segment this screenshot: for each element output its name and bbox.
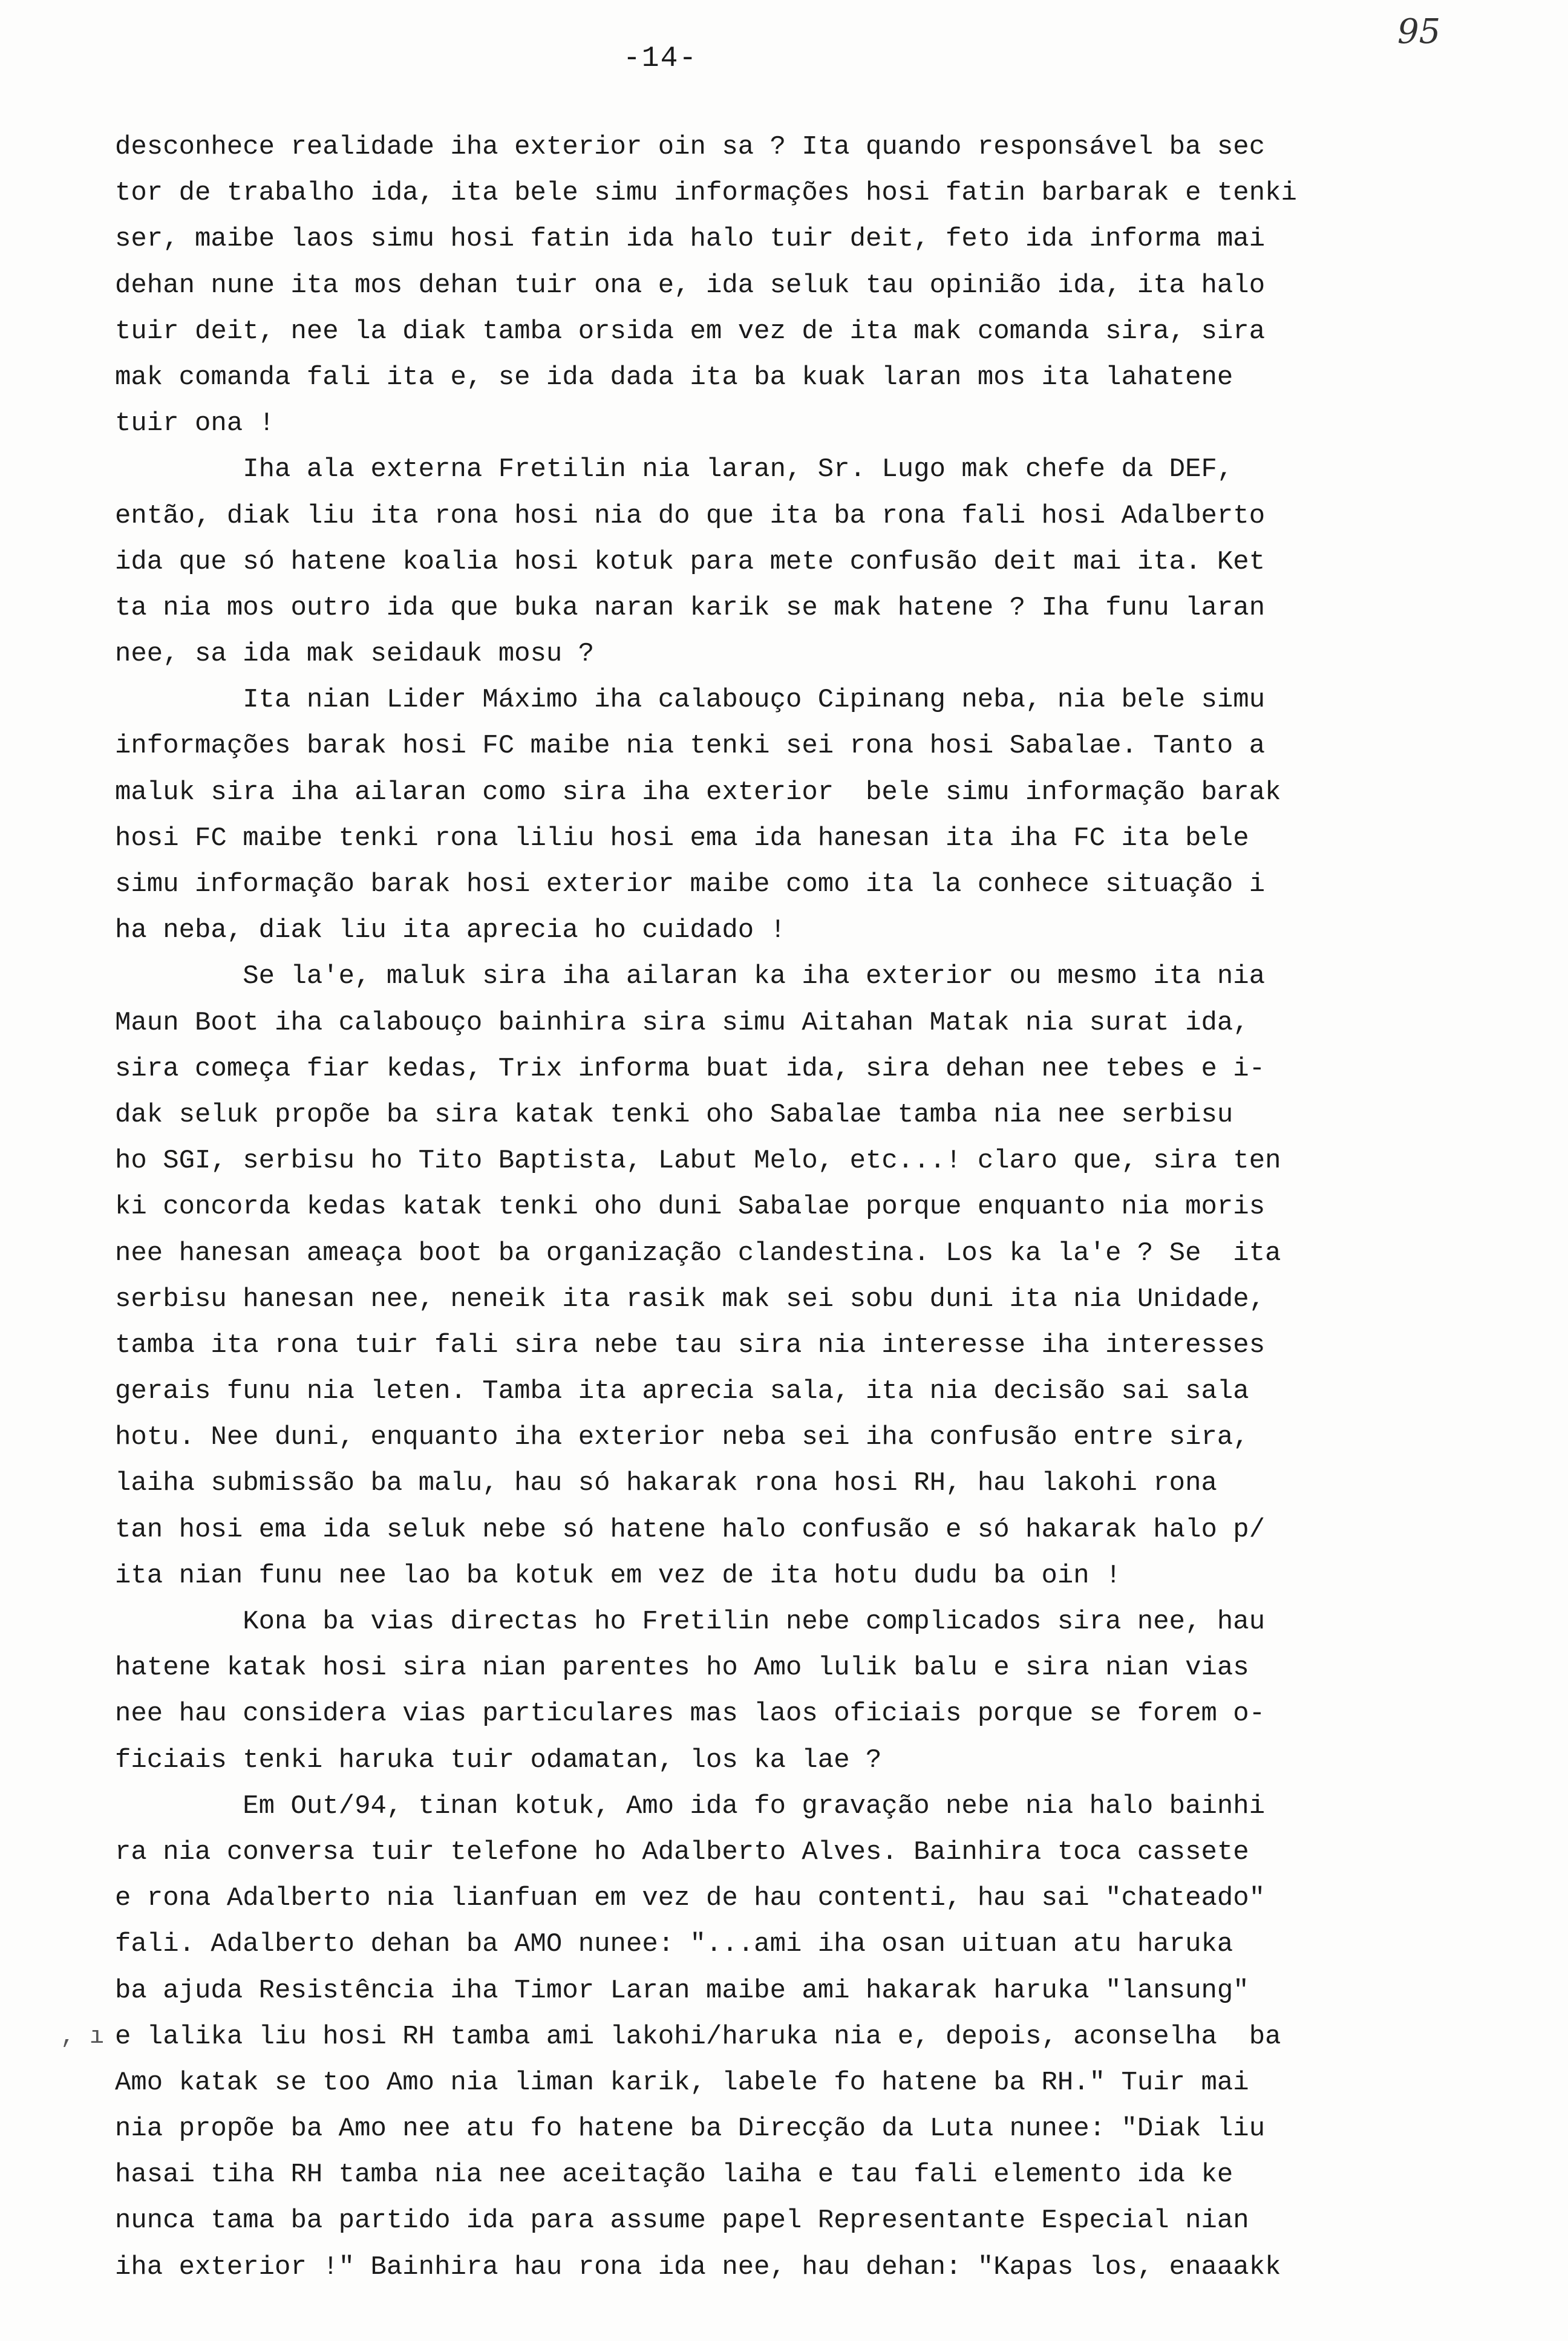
- text-line: laiha submissão ba malu, hau só hakarak rona hosi RH, hau lakohi rona: [115, 1468, 1217, 1499]
- text-line: hosi FC maibe tenki rona liliu hosi ema ida hanesan ita iha FC ita bele: [115, 823, 1249, 854]
- margin-mark: , ı: [60, 2023, 105, 2051]
- text-line: tuir ona !: [115, 408, 275, 439]
- text-line: e rona Adalberto nia lianfuan em vez de hau contenti, hau sai "chateado": [115, 1883, 1266, 1914]
- text-line: gerais funu nia leten. Tamba ita aprecia sala, ita nia decisão sai sala: [115, 1376, 1249, 1407]
- text-line: maluk sira iha ailaran como sira iha exterior bele simu informação barak: [115, 777, 1281, 808]
- text-line: então, diak liu ita rona hosi nia do que ita ba rona fali hosi Adalberto: [115, 500, 1266, 531]
- text-line: ha neba, diak liu ita aprecia ho cuidado !: [115, 915, 786, 946]
- text-line: informações barak hosi FC maibe nia tenki sei rona hosi Sabalae. Tanto a: [115, 731, 1266, 762]
- text-line: ki concorda kedas katak tenki oho duni Sabalae porque enquanto nia moris: [115, 1192, 1266, 1223]
- text-line: nia propõe ba Amo nee atu fo hatene ba Direcção da Luta nunee: "Diak liu: [115, 2114, 1266, 2144]
- text-line: mak comanda fali ita e, se ida dada ita ba kuak laran mos ita lahatene: [115, 362, 1233, 393]
- body-text: [115, 124, 1458, 2290]
- text-line: iha exterior !" Bainhira hau rona ida nee, hau dehan: "Kapas los, enaaakk: [115, 2251, 1281, 2282]
- text-line: Iha ala externa Fretilin nia laran, Sr. Lugo mak chefe da DEF,: [115, 454, 1233, 485]
- text-line: ba ajuda Resistência iha Timor Laran maibe ami hakarak haruka "lansung": [115, 1975, 1249, 2006]
- text-line: hatene katak hosi sira nian parentes ho Amo lulik balu e sira nian vias: [115, 1653, 1249, 1683]
- text-line: nee hanesan ameaça boot ba organização clandestina. Los ka la'e ? Se ita: [115, 1238, 1281, 1268]
- text-line: Amo katak se too Amo nia liman karik, labele fo hatene ba RH." Tuir mai: [115, 2067, 1249, 2098]
- page-number: -14-: [623, 42, 698, 75]
- text-line: nunca tama ba partido ida para assume papel Representante Especial nian: [115, 2206, 1249, 2236]
- text-line: dak seluk propõe ba sira katak tenki oho Sabalae tamba nia nee serbisu: [115, 1099, 1233, 1130]
- text-line: hotu. Nee duni, enquanto iha exterior neba sei iha confusão entre sira,: [115, 1422, 1249, 1453]
- text-line: ra nia conversa tuir telefone ho Adalberto Alves. Bainhira toca cassete: [115, 1837, 1249, 1867]
- text-line: ta nia mos outro ida que buka naran karik se mak hatene ? Iha funu laran: [115, 592, 1266, 623]
- archive-number: 95: [1397, 12, 1441, 51]
- text-line: tuir deit, nee la diak tamba orsida em vez de ita mak comanda sira, sira: [115, 316, 1266, 347]
- text-line: serbisu hanesan nee, neneik ita rasik mak sei sobu duni ita nia Unidade,: [115, 1284, 1266, 1314]
- text-line: Ita nian Lider Máximo iha calabouço Cipinang neba, nia bele simu: [115, 685, 1266, 716]
- text-line: ida que só hatene koalia hosi kotuk para mete confusão deit mai ita. Ket: [115, 546, 1266, 577]
- text-line: ser, maibe laos simu hosi fatin ida halo tuir deit, feto ida informa mai: [115, 224, 1266, 255]
- text-line: e lalika liu hosi RH tamba ami lakohi/haruka nia e, depois, aconselha ba: [115, 2021, 1281, 2052]
- text-line: fali. Adalberto dehan ba AMO nunee: "...ami iha osan uituan atu haruka: [115, 1929, 1233, 1960]
- text-line: Maun Boot iha calabouço bainhira sira simu Aitahan Matak nia surat ida,: [115, 1007, 1249, 1038]
- text-line: Kona ba vias directas ho Fretilin nebe complicados sira nee, hau: [115, 1607, 1266, 1637]
- text-line: Se la'e, maluk sira iha ailaran ka iha exterior ou mesmo ita nia: [115, 961, 1266, 992]
- text-line: nee hau considera vias particulares mas laos oficiais porque se forem o-: [115, 1699, 1266, 1729]
- text-line: tan hosi ema ida seluk nebe só hatene halo confusão e só hakarak halo p/: [115, 1514, 1266, 1545]
- text-line: ho SGI, serbisu ho Tito Baptista, Labut Melo, etc...! claro que, sira ten: [115, 1146, 1281, 1177]
- text-line: simu informação barak hosi exterior maibe como ita la conhece situação i: [115, 869, 1266, 900]
- text-line: tamba ita rona tuir fali sira nebe tau sira nia interesse iha interesses: [115, 1330, 1266, 1360]
- text-line: sira começa fiar kedas, Trix informa buat ida, sira dehan nee tebes e i-: [115, 1053, 1266, 1084]
- text-line: Em Out/94, tinan kotuk, Amo ida fo gravação nebe nia halo bainhi: [115, 1791, 1266, 1821]
- text-line: desconhece realidade iha exterior oin sa ? Ita quando responsável ba sec: [115, 132, 1266, 162]
- text-line: tor de trabalho ida, ita bele simu informações hosi fatin barbarak e tenki: [115, 178, 1297, 209]
- text-line: nee, sa ida mak seidauk mosu ?: [115, 639, 595, 670]
- text-line: hasai tiha RH tamba nia nee aceitação laiha e tau fali elemento ida ke: [115, 2160, 1233, 2190]
- text-line: ita nian funu nee lao ba kotuk em vez de ita hotu dudu ba oin !: [115, 1560, 1122, 1591]
- text-line: dehan nune ita mos dehan tuir ona e, ida seluk tau opinião ida, ita halo: [115, 270, 1266, 301]
- text-line: ficiais tenki haruka tuir odamatan, los ka lae ?: [115, 1745, 882, 1775]
